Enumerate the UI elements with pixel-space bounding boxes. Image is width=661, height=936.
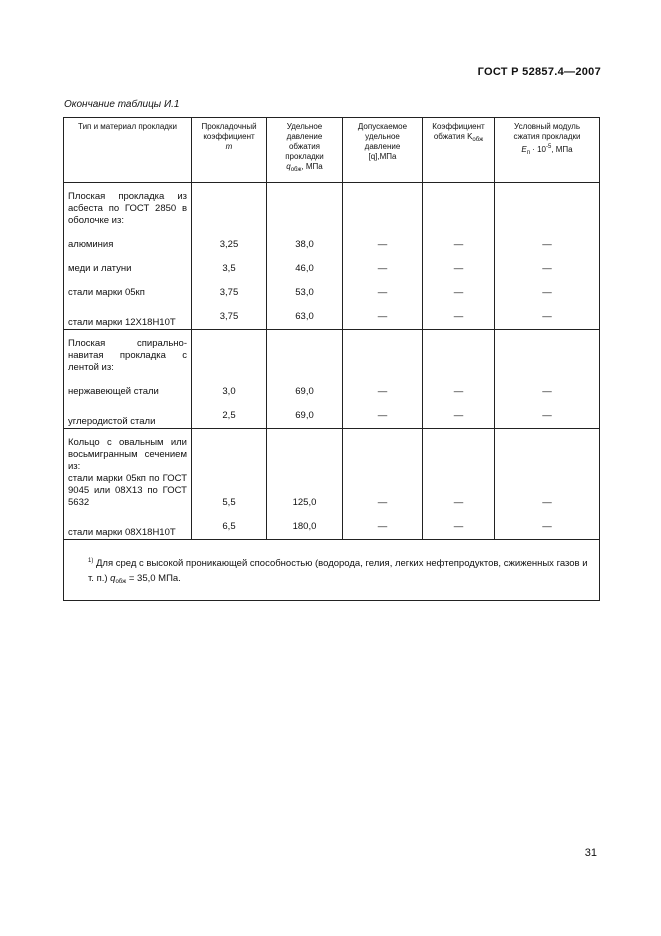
footnote [64, 540, 600, 601]
table-row [64, 374, 600, 398]
footnote-value: = 35,0 МПа. [128, 573, 181, 584]
col-header-qa-l3: давление [364, 142, 401, 151]
table-row [64, 251, 600, 275]
group-title-empty-cell [192, 429, 267, 474]
col-header-m [192, 118, 267, 183]
cell-k: — [423, 509, 495, 540]
group-title-empty-cell [423, 330, 495, 375]
col-header-e-symbol: E [521, 145, 527, 154]
col-header-m-symbol: m [225, 142, 233, 151]
table-row [64, 509, 600, 540]
cell-m: 3,25 [192, 227, 267, 251]
cell-m: 2,5 [192, 398, 267, 429]
footnote-mark: 1) [88, 558, 94, 564]
cell-q: 69,0 [267, 398, 343, 429]
group-title-empty-cell [192, 330, 267, 375]
footnote-sub: обж [115, 579, 127, 585]
cell-m: 3,75 [192, 275, 267, 299]
col-header-k-l2: обжатия K [433, 132, 473, 141]
cell-qa: — [343, 251, 423, 275]
group-title-row [64, 183, 600, 228]
cell-e: — [495, 251, 600, 275]
col-header-e-unit: , МПа [551, 145, 573, 154]
group-title: Плоская спирально-навитая прокладка с лентой из: [64, 330, 192, 375]
cell-e: — [495, 227, 600, 251]
col-header-q-l2: давление [286, 132, 323, 141]
col-header-q-sub: обж [290, 167, 302, 173]
cell-e: — [495, 275, 600, 299]
cell-q: 53,0 [267, 275, 343, 299]
cell-m: 3,0 [192, 374, 267, 398]
table-row [64, 473, 600, 509]
table-body [64, 183, 600, 540]
group-title-row [64, 429, 600, 474]
cell-q: 69,0 [267, 374, 343, 398]
cell-q: 125,0 [267, 473, 343, 509]
cell-name: стали марки 05кп по ГОСТ 9045 или 08Х13 по ГОСТ 5632 [64, 473, 192, 509]
group-title-empty-cell [192, 183, 267, 228]
col-header-m-l2: коэффициент [203, 132, 255, 141]
col-header-e-sup: -5 [545, 144, 552, 150]
cell-k: — [423, 299, 495, 330]
col-header-type [64, 118, 192, 183]
footnote-symbol: q [110, 573, 116, 584]
group-title-empty-cell [343, 183, 423, 228]
footnote-text: Для сред с высокой проникающей способностью (водорода, гелия, легких нефтепродуктов, сжиженных газов и т. п.) [88, 558, 588, 584]
col-header-qa-l1: Допускаемое [357, 122, 408, 131]
cell-name: нержавеющей стали [64, 374, 192, 398]
cell-name: стали марки 12Х18Н10Т [64, 299, 192, 330]
col-header-q-symbol: q [286, 162, 291, 171]
cell-k: — [423, 374, 495, 398]
cell-k: — [423, 275, 495, 299]
group-title-empty-cell [495, 183, 600, 228]
col-header-k-l1: Коэффициент [432, 122, 485, 131]
cell-qa: — [343, 374, 423, 398]
cell-m: 3,75 [192, 299, 267, 330]
table-caption: Окончание таблицы И.1 [64, 99, 180, 110]
group-title-row [64, 330, 600, 375]
col-header-qa-l2: удельное [365, 132, 400, 141]
footnote-row [64, 540, 600, 601]
cell-m: 3,5 [192, 251, 267, 275]
group-title-empty-cell [495, 429, 600, 474]
table-row [64, 299, 600, 330]
cell-m: 5,5 [192, 473, 267, 509]
col-header-q [267, 118, 343, 183]
group-title-empty-cell [343, 429, 423, 474]
col-header-q-l4: прокладки [285, 152, 324, 161]
document-id: ГОСТ Р 52857.4—2007 [477, 66, 601, 78]
cell-name: стали марки 05кп [64, 275, 192, 299]
cell-name: стали марки 08Х18Н10Т [64, 509, 192, 540]
col-header-e [495, 118, 600, 183]
col-header-type-text: Тип и материал прокладки [78, 122, 177, 131]
group-title-empty-cell [267, 330, 343, 375]
cell-m: 6,5 [192, 509, 267, 540]
table-row [64, 227, 600, 251]
col-header-q-l1: Удельное [286, 122, 323, 131]
col-header-e-l2: сжатия прокладки [513, 132, 581, 141]
cell-q: 180,0 [267, 509, 343, 540]
cell-k: — [423, 398, 495, 429]
cell-q: 63,0 [267, 299, 343, 330]
cell-q: 38,0 [267, 227, 343, 251]
group-title-empty-cell [423, 429, 495, 474]
cell-k: — [423, 251, 495, 275]
cell-e: — [495, 473, 600, 509]
cell-qa: — [343, 275, 423, 299]
col-header-m-l1: Прокладочный [201, 122, 257, 131]
cell-qa: — [343, 227, 423, 251]
col-header-e-mid: · 10 [529, 145, 546, 154]
group-title: Плоская прокладка из асбеста по ГОСТ 2850 в оболочке из: [64, 183, 192, 228]
group-title-empty-cell [423, 183, 495, 228]
col-header-qa-l4: [q],МПа [368, 152, 397, 161]
table-row [64, 275, 600, 299]
group-title-empty-cell [343, 330, 423, 375]
cell-name: углеродистой стали [64, 398, 192, 429]
col-header-q-unit: , МПа [301, 162, 323, 171]
page-number: 31 [584, 847, 597, 859]
cell-qa: — [343, 509, 423, 540]
col-header-k-sub: обж [472, 137, 484, 143]
table-row [64, 398, 600, 429]
group-title: Кольцо с овальным или восьмигранным сечением из: [64, 429, 192, 474]
cell-k: — [423, 227, 495, 251]
col-header-q-l3: обжатия [288, 142, 321, 151]
gasket-table [63, 117, 600, 601]
cell-e: — [495, 398, 600, 429]
cell-q: 46,0 [267, 251, 343, 275]
table-header-row [64, 118, 600, 183]
cell-k: — [423, 473, 495, 509]
group-title-empty-cell [267, 429, 343, 474]
cell-name: меди и латуни [64, 251, 192, 275]
col-header-qa [343, 118, 423, 183]
col-header-k [423, 118, 495, 183]
cell-qa: — [343, 473, 423, 509]
cell-qa: — [343, 299, 423, 330]
group-title-empty-cell [267, 183, 343, 228]
col-header-e-l1: Условный модуль [514, 122, 580, 131]
cell-name: алюминия [64, 227, 192, 251]
col-header-e-sub: п [526, 150, 530, 156]
cell-e: — [495, 509, 600, 540]
cell-e: — [495, 374, 600, 398]
cell-qa: — [343, 398, 423, 429]
cell-e: — [495, 299, 600, 330]
group-title-empty-cell [495, 330, 600, 375]
